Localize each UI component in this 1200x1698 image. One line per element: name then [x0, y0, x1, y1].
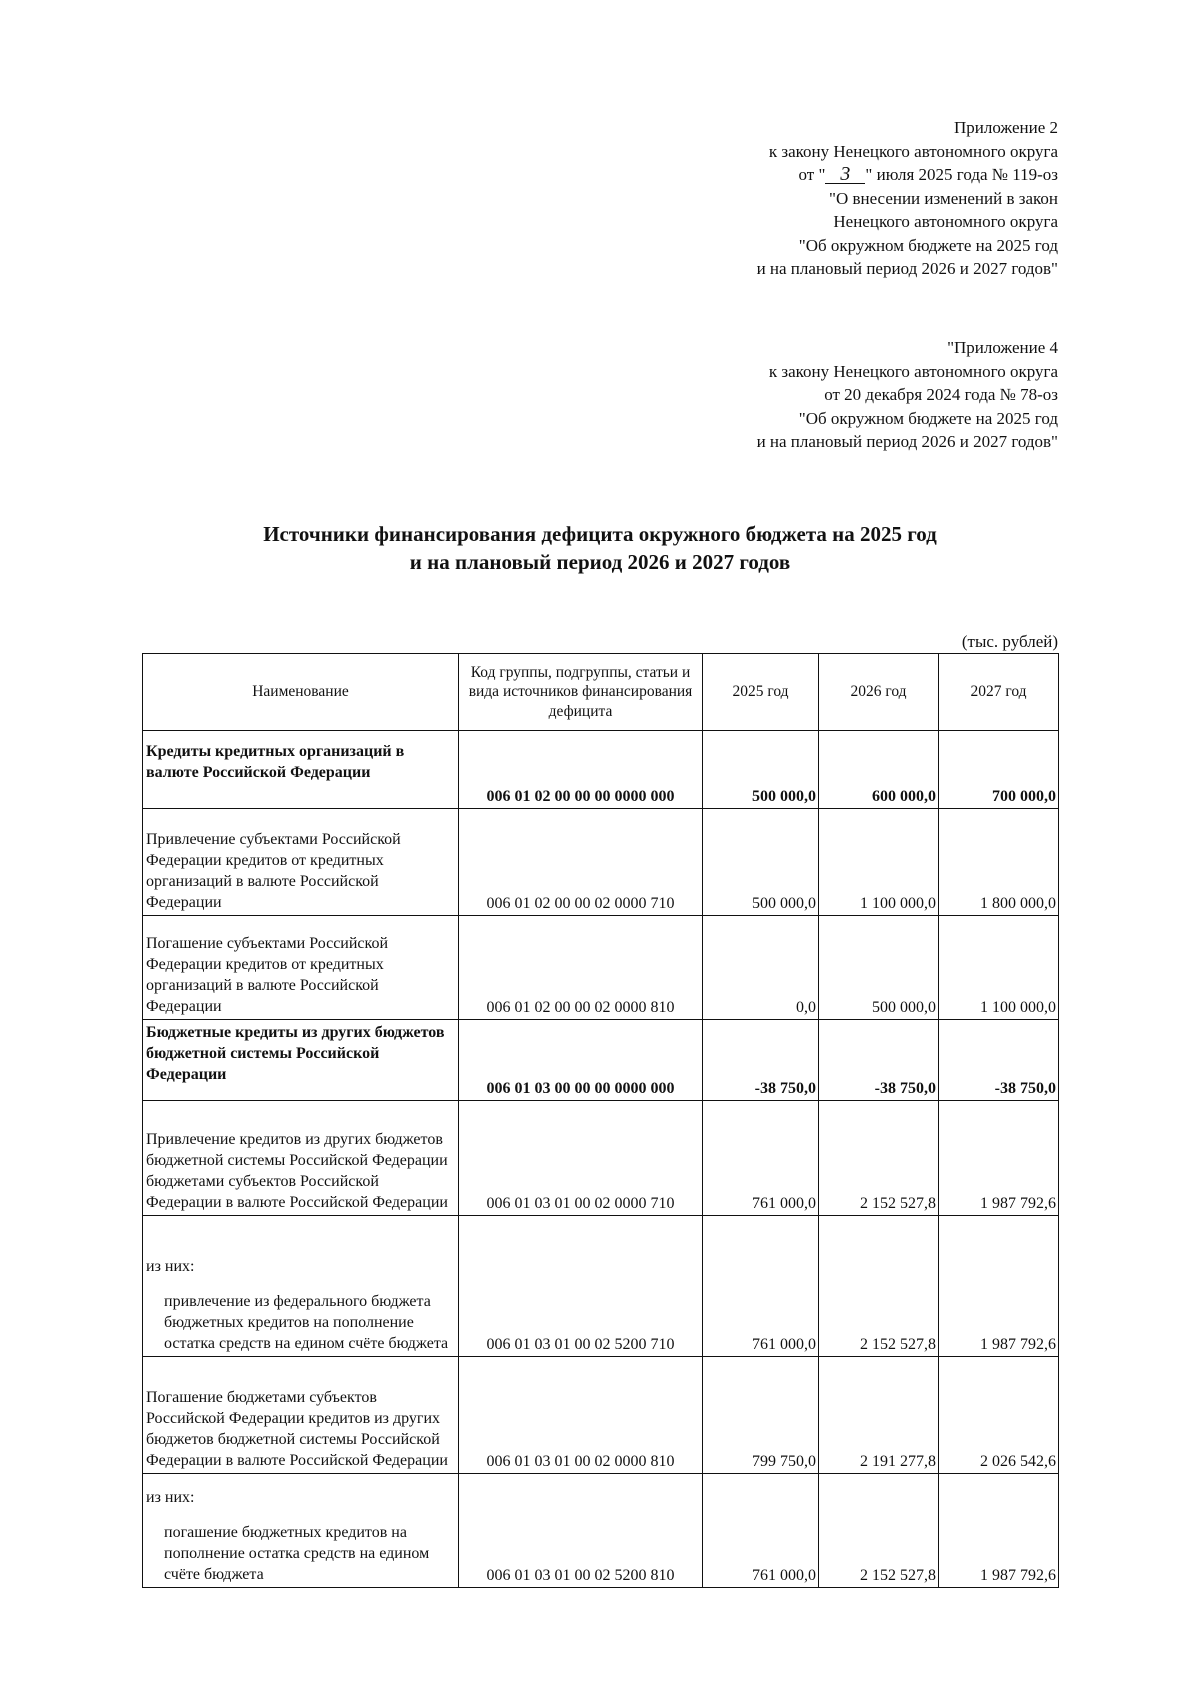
row-name: Кредиты кредитных организаций в валюте Российской Федерации [143, 731, 459, 809]
annex2-line: "Приложение 4 [947, 338, 1058, 357]
row-2025: 500 000,0 [703, 809, 819, 916]
row-name: погашение бюджетных кредитов на пополнение остатка средств на едином счёте бюджета [164, 1524, 430, 1583]
row-2025: -38 750,0 [703, 1020, 819, 1101]
table-row [143, 1101, 1059, 1216]
row-code: 006 01 02 00 00 00 0000 000 [459, 731, 703, 809]
header-2026: 2026 год [819, 654, 939, 731]
annex2-line: и на плановый период 2026 и 2027 годов" [756, 432, 1058, 451]
row-name: Погашение бюджетами субъектов Российской Федерации кредитов из других бюджетов бюджетной системы Российской Федерации в валюте Российской Федерации [143, 1357, 459, 1474]
row-2026: 1 100 000,0 [819, 809, 939, 916]
header-2027: 2027 год [939, 654, 1059, 731]
row-2027: 1 800 000,0 [939, 809, 1059, 916]
row-code: 006 01 03 01 00 02 5200 710 [459, 1216, 703, 1357]
financing-sources-table [142, 653, 1059, 1588]
table-row [143, 1216, 1059, 1357]
row-2027: 700 000,0 [939, 731, 1059, 809]
row-2026: 2 191 277,8 [819, 1357, 939, 1474]
row-name: привлечение из федерального бюджета бюджетных кредитов на пополнение остатка средств на едином счёте бюджета [164, 1293, 449, 1352]
row-2026: 2 152 527,8 [819, 1474, 939, 1588]
row-prefix: из них: [146, 1258, 195, 1275]
row-2025: 500 000,0 [703, 731, 819, 809]
document-title [130, 520, 1070, 576]
date-prefix: от " [798, 165, 826, 184]
row-code: 006 01 02 00 00 02 0000 710 [459, 809, 703, 916]
annex1-line: Приложение 2 [954, 118, 1058, 137]
table-row [143, 916, 1059, 1020]
row-2027: 1 987 792,6 [939, 1474, 1059, 1588]
table-row [143, 1474, 1059, 1588]
row-2027: 1 987 792,6 [939, 1216, 1059, 1357]
row-name: Бюджетные кредиты из других бюджетов бюджетной системы Российской Федерации [143, 1020, 459, 1101]
row-code: 006 01 03 01 00 02 5200 810 [459, 1474, 703, 1588]
row-code: 006 01 02 00 00 02 0000 810 [459, 916, 703, 1020]
annex1-date-line [757, 163, 1058, 187]
row-2027: 1 100 000,0 [939, 916, 1059, 1020]
date-suffix: " июля 2025 года № 119-оз [865, 165, 1058, 184]
handwritten-day: 3 [825, 165, 865, 184]
row-code: 006 01 03 00 00 00 0000 000 [459, 1020, 703, 1101]
table-row [143, 1020, 1059, 1101]
annex-header-1 [757, 116, 1058, 281]
row-2025: 761 000,0 [703, 1101, 819, 1216]
annex1-line: к закону Ненецкого автономного округа [768, 141, 1058, 161]
annex2-line: к закону Ненецкого автономного округа [768, 361, 1058, 381]
annex1-line: и на плановый период 2026 и 2027 годов" [756, 259, 1058, 278]
row-name: Привлечение кредитов из других бюджетов бюджетной системы Российской Федерации бюджетами субъектов Российской Федерации в валюте Российской Федерации [143, 1101, 459, 1216]
header-2025: 2025 год [703, 654, 819, 731]
row-code: 006 01 03 01 00 02 0000 810 [459, 1357, 703, 1474]
header-code: Код группы, подгруппы, статьи и вида источников финансирования дефицита [459, 654, 703, 731]
table-row [143, 731, 1059, 809]
row-2026: 2 152 527,8 [819, 1216, 939, 1357]
header-name: Наименование [143, 654, 459, 731]
row-2026: 500 000,0 [819, 916, 939, 1020]
title-line-1: Источники финансирования дефицита окружного бюджета на 2025 год [263, 522, 937, 546]
row-name-cell [143, 1216, 459, 1357]
annex2-line: от 20 декабря 2024 года № 78-оз [824, 385, 1058, 404]
row-name: Погашение субъектами Российской Федерации кредитов от кредитных организаций в валюте Российской Федерации [143, 916, 459, 1020]
row-2025: 0,0 [703, 916, 819, 1020]
annex1-line: "Об окружном бюджете на 2025 год [798, 235, 1058, 255]
annex-header-2 [757, 336, 1058, 454]
table-row [143, 1357, 1059, 1474]
row-2026: 2 152 527,8 [819, 1101, 939, 1216]
row-2025: 761 000,0 [703, 1474, 819, 1588]
row-2025: 761 000,0 [703, 1216, 819, 1357]
table-header-row [143, 654, 1059, 731]
annex1-line: Ненецкого автономного округа [833, 212, 1058, 231]
table-row [143, 809, 1059, 916]
row-prefix: из них: [146, 1489, 195, 1506]
annex2-line: "Об окружном бюджете на 2025 год [798, 408, 1058, 428]
row-2027: -38 750,0 [939, 1020, 1059, 1101]
row-2026: -38 750,0 [819, 1020, 939, 1101]
units-label: (тыс. рублей) [961, 632, 1058, 651]
title-line-2: и на плановый период 2026 и 2027 годов [409, 550, 791, 574]
row-name: Привлечение субъектами Российской Федерации кредитов от кредитных организаций в валюте Российской Федерации [143, 809, 459, 916]
row-2027: 2 026 542,6 [939, 1357, 1059, 1474]
row-2027: 1 987 792,6 [939, 1101, 1059, 1216]
annex1-line: "О внесении изменений в закон [829, 188, 1058, 208]
row-name-cell [143, 1474, 459, 1588]
row-code: 006 01 03 01 00 02 0000 710 [459, 1101, 703, 1216]
row-2025: 799 750,0 [703, 1357, 819, 1474]
row-2026: 600 000,0 [819, 731, 939, 809]
